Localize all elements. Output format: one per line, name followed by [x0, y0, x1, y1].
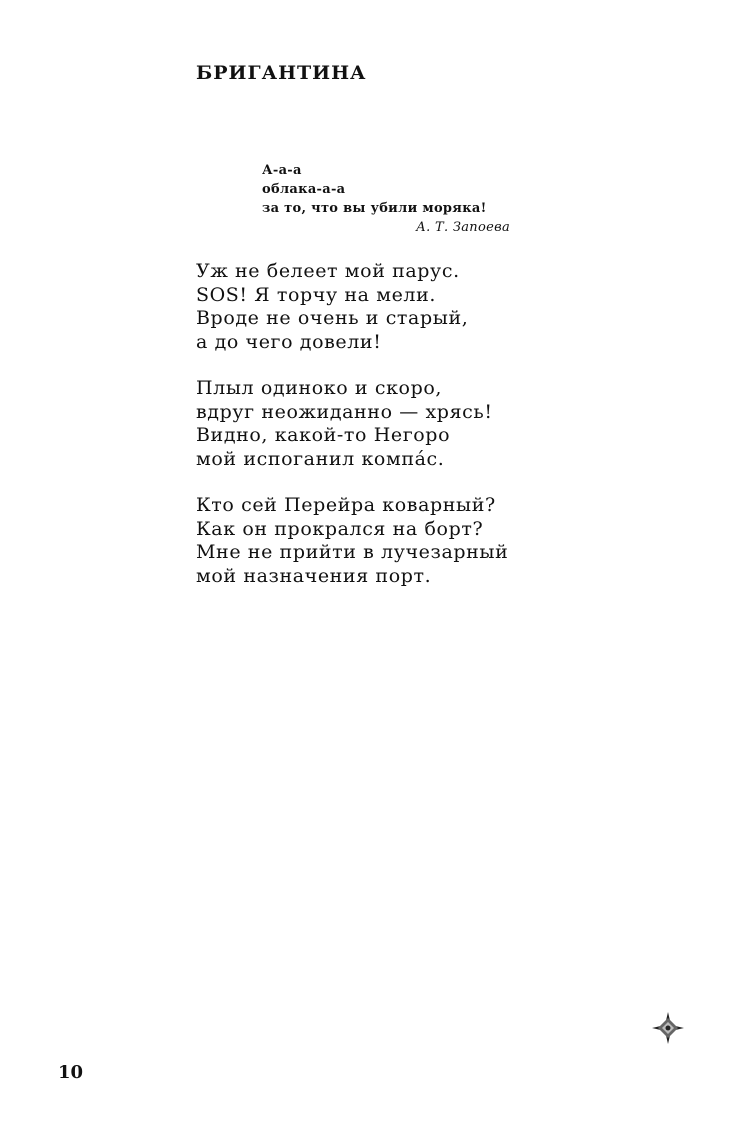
- epigraph-line: облака-а-а: [262, 182, 346, 197]
- stanza-2: [196, 377, 556, 471]
- poem-body: [196, 260, 556, 611]
- stanza-3: [196, 494, 556, 588]
- verse-line: Плыл одиноко и скоро,: [196, 377, 443, 399]
- verse-line: мой испоганил компáс.: [196, 447, 445, 470]
- verse-line: Мне не прийти в лучезарный: [196, 541, 509, 563]
- epigraph-line: за то, что вы убили моряка!: [262, 201, 487, 216]
- verse-line: Вроде не очень и старый,: [196, 307, 469, 329]
- epigraph: [262, 161, 510, 237]
- stanza-1: [196, 260, 556, 354]
- verse-line: Уж не белеет мой парус.: [196, 260, 460, 282]
- verse-line: мой назначения порт.: [196, 564, 432, 587]
- compass-rose-icon: [652, 1012, 684, 1044]
- epigraph-line: А-а-а: [262, 163, 302, 178]
- verse-line: SOS! Я торчу на мели.: [196, 283, 436, 306]
- verse-line: вдруг неожиданно — хрясь!: [196, 400, 493, 423]
- verse-line: Как он прокрался на борт?: [196, 517, 484, 540]
- poem-title: БРИГАНТИНА: [196, 62, 367, 84]
- page-number: 10: [58, 1062, 84, 1083]
- verse-line: Видно, какой-то Негоро: [196, 424, 451, 446]
- epigraph-author: А. Т. Запоева: [415, 220, 510, 235]
- verse-line: Кто сей Перейра коварный?: [196, 494, 496, 516]
- verse-line: а до чего довели!: [196, 330, 382, 353]
